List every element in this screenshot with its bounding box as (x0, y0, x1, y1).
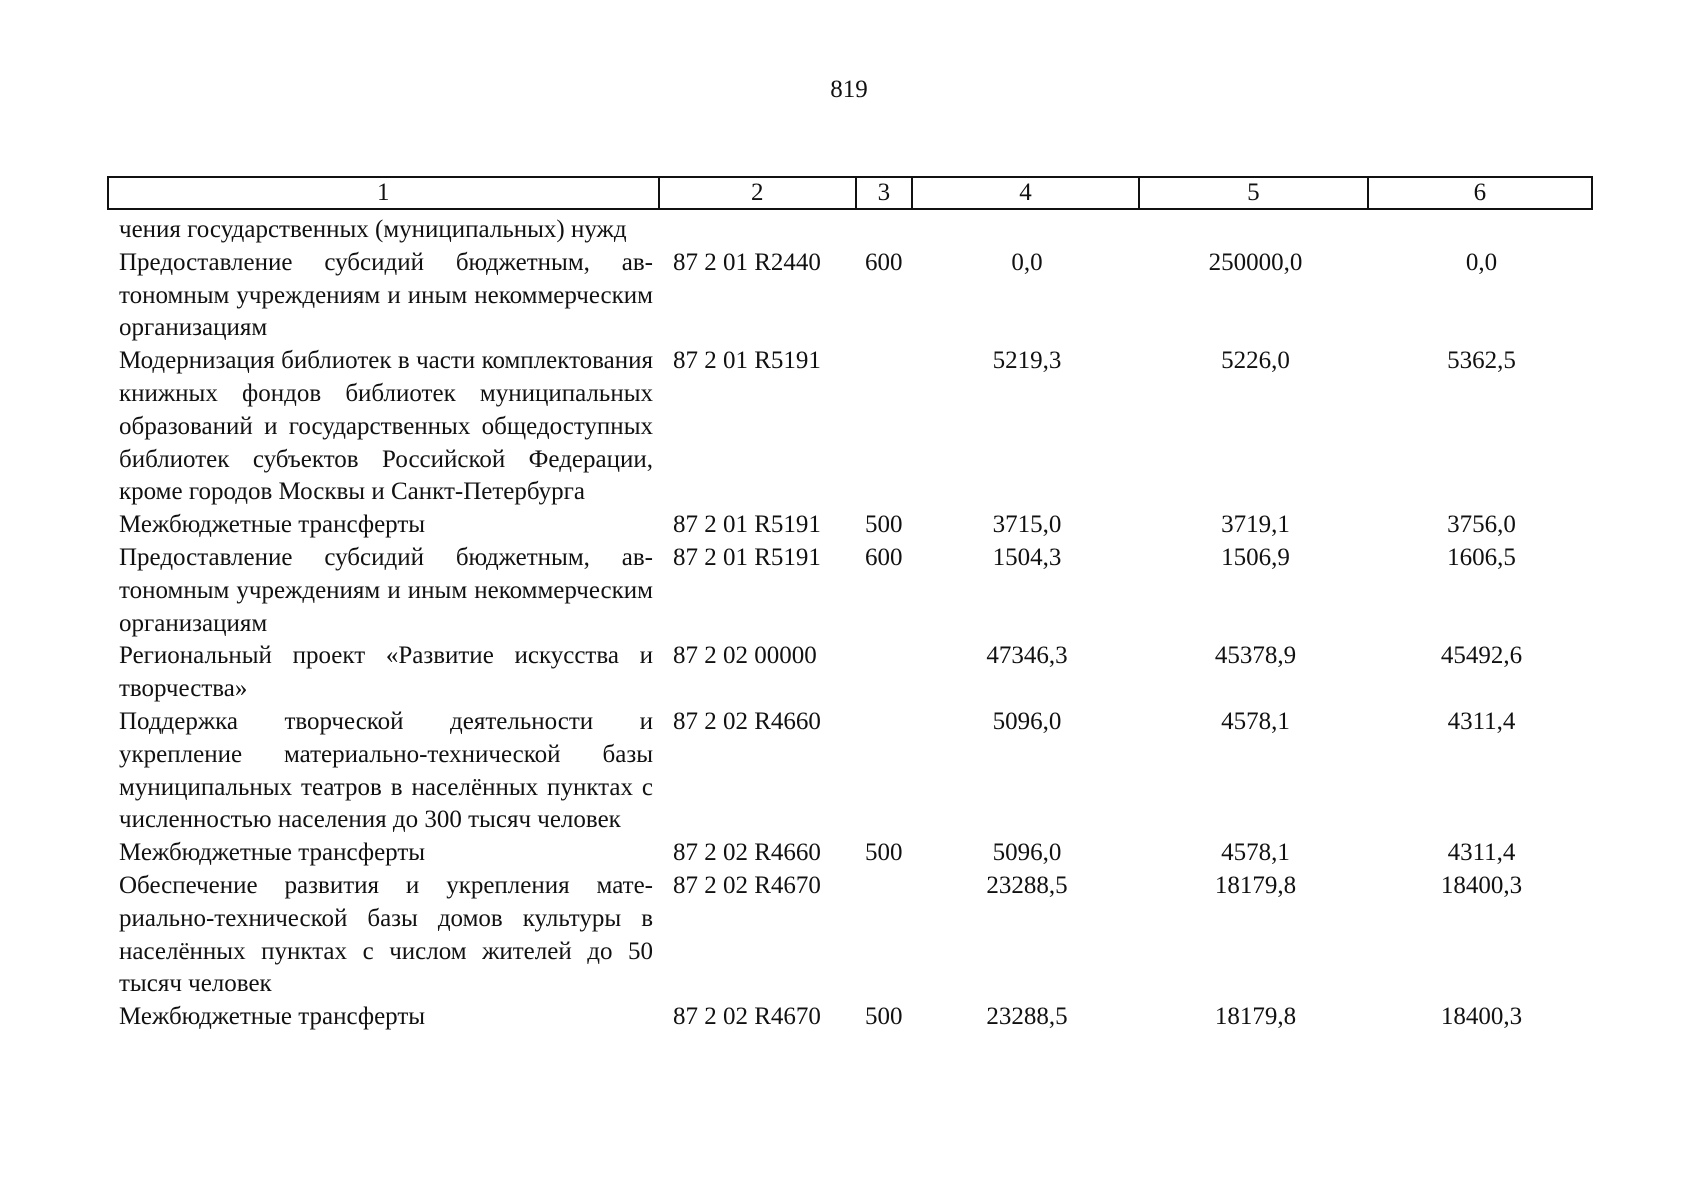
row-value-6: 5362,5 (1447, 347, 1516, 375)
row-name: Региональный проект «Развитие искусства и творчества» (119, 642, 653, 703)
table-row (107, 542, 1593, 640)
table-row (107, 837, 1593, 870)
row-value-6: 4311,4 (1447, 839, 1516, 867)
header-col-2: 2 (660, 178, 857, 208)
row-value-5: 5226,0 (1221, 347, 1290, 375)
row-name: Обеспечение развития и укрепления материально-технической базы домов культуры в населённых пунктах с числом жителей до 50 тысяч человек (119, 871, 653, 998)
row-value-4: 5096,0 (992, 839, 1062, 867)
row-name: Межбюджетные трансферты (119, 1003, 426, 1031)
row-value-5: 18179,8 (1214, 1003, 1297, 1031)
row-value-5: 1506,9 (1221, 543, 1290, 571)
row-code: 87 2 02 R4660 (673, 839, 821, 867)
row-value-4: 5096,0 (992, 707, 1062, 735)
row-value-4 (913, 214, 1141, 247)
row-type (857, 345, 913, 509)
row-type (857, 706, 913, 837)
header-col-4: 4 (913, 178, 1140, 208)
row-value-4: 23288,5 (986, 1003, 1068, 1031)
row-name: чения государственных (муниципальных) нужд (119, 216, 627, 243)
row-code: 87 2 01 R5191 (673, 511, 821, 539)
header-col-1: 1 (109, 178, 660, 208)
table-header (107, 176, 1593, 210)
row-code: 87 2 02 R4670 (673, 1003, 821, 1031)
table-row (107, 214, 1593, 247)
row-type (857, 640, 913, 706)
row-value-5: 250000,0 (1208, 248, 1303, 276)
row-value-4: 3715,0 (992, 511, 1062, 539)
row-value-5: 4578,1 (1221, 707, 1290, 735)
row-value-6 (1370, 214, 1593, 247)
row-value-4: 23288,5 (986, 871, 1068, 899)
row-name: Предоставление субсидий бюджетным, автономным учреждениям и иным некоммерческим организациям (119, 248, 653, 342)
row-type: 500 (865, 839, 903, 867)
row-code: 87 2 02 R4670 (673, 871, 821, 899)
row-code: 87 2 01 R2440 (673, 248, 821, 276)
row-code: 87 2 01 R5191 (673, 543, 821, 571)
header-col-3: 3 (857, 178, 913, 208)
row-value-4: 0,0 (1011, 248, 1043, 276)
row-value-4: 1504,3 (992, 543, 1062, 571)
row-type: 500 (865, 511, 903, 539)
page-number: 819 (830, 76, 868, 103)
table-row (107, 1001, 1593, 1034)
row-type (857, 870, 913, 1001)
row-value-5: 18179,8 (1214, 871, 1297, 899)
row-value-6: 45492,6 (1440, 642, 1523, 670)
row-name: Межбюджетные трансферты (119, 511, 426, 539)
row-code (659, 214, 857, 247)
row-value-6: 0,0 (1465, 248, 1498, 276)
header-col-5: 5 (1140, 178, 1368, 208)
row-code: 87 2 02 00000 (673, 642, 817, 670)
row-value-6: 3756,0 (1447, 511, 1516, 539)
table-row (107, 870, 1593, 1001)
row-name: Межбюджетные трансферты (119, 839, 426, 867)
row-type: 600 (865, 248, 903, 276)
row-name: Модернизация библиотек в части комплектования книжных фондов библиотек муниципальных образований и государственных общедоступных библиотек субъектов Российской Федерации, кроме городов Москвы и Санкт-Петербурга (119, 347, 653, 506)
row-value-6: 4311,4 (1447, 707, 1516, 735)
row-name: Поддержка творческой деятельности и укрепление материально-технической базы муниципальных театров в населённых пунктах с численностью населения до 300 тысяч человек (119, 707, 653, 834)
row-value-5 (1141, 214, 1370, 247)
row-value-5: 3719,1 (1221, 511, 1290, 539)
header-col-6: 6 (1473, 179, 1487, 206)
row-value-5: 4578,1 (1221, 839, 1290, 867)
row-value-5: 45378,9 (1214, 642, 1297, 670)
table-row (107, 247, 1593, 345)
row-value-6: 18400,3 (1440, 1003, 1523, 1031)
row-type: 500 (865, 1003, 903, 1031)
table-row (107, 706, 1593, 837)
row-value-4: 47346,3 (986, 642, 1068, 670)
row-value-6: 18400,3 (1440, 871, 1523, 899)
table-body (107, 214, 1593, 1034)
row-value-4: 5219,3 (992, 347, 1062, 375)
table-row (107, 640, 1593, 706)
row-value-6: 1606,5 (1447, 543, 1516, 571)
row-type: 600 (865, 543, 903, 571)
table-row (107, 509, 1593, 542)
row-code: 87 2 02 R4660 (673, 707, 821, 735)
table-row (107, 345, 1593, 509)
row-code: 87 2 01 R5191 (673, 347, 821, 375)
row-type (857, 214, 913, 247)
row-name: Предоставление субсидий бюджетным, автономным учреждениям и иным некоммерческим организациям (119, 543, 653, 637)
